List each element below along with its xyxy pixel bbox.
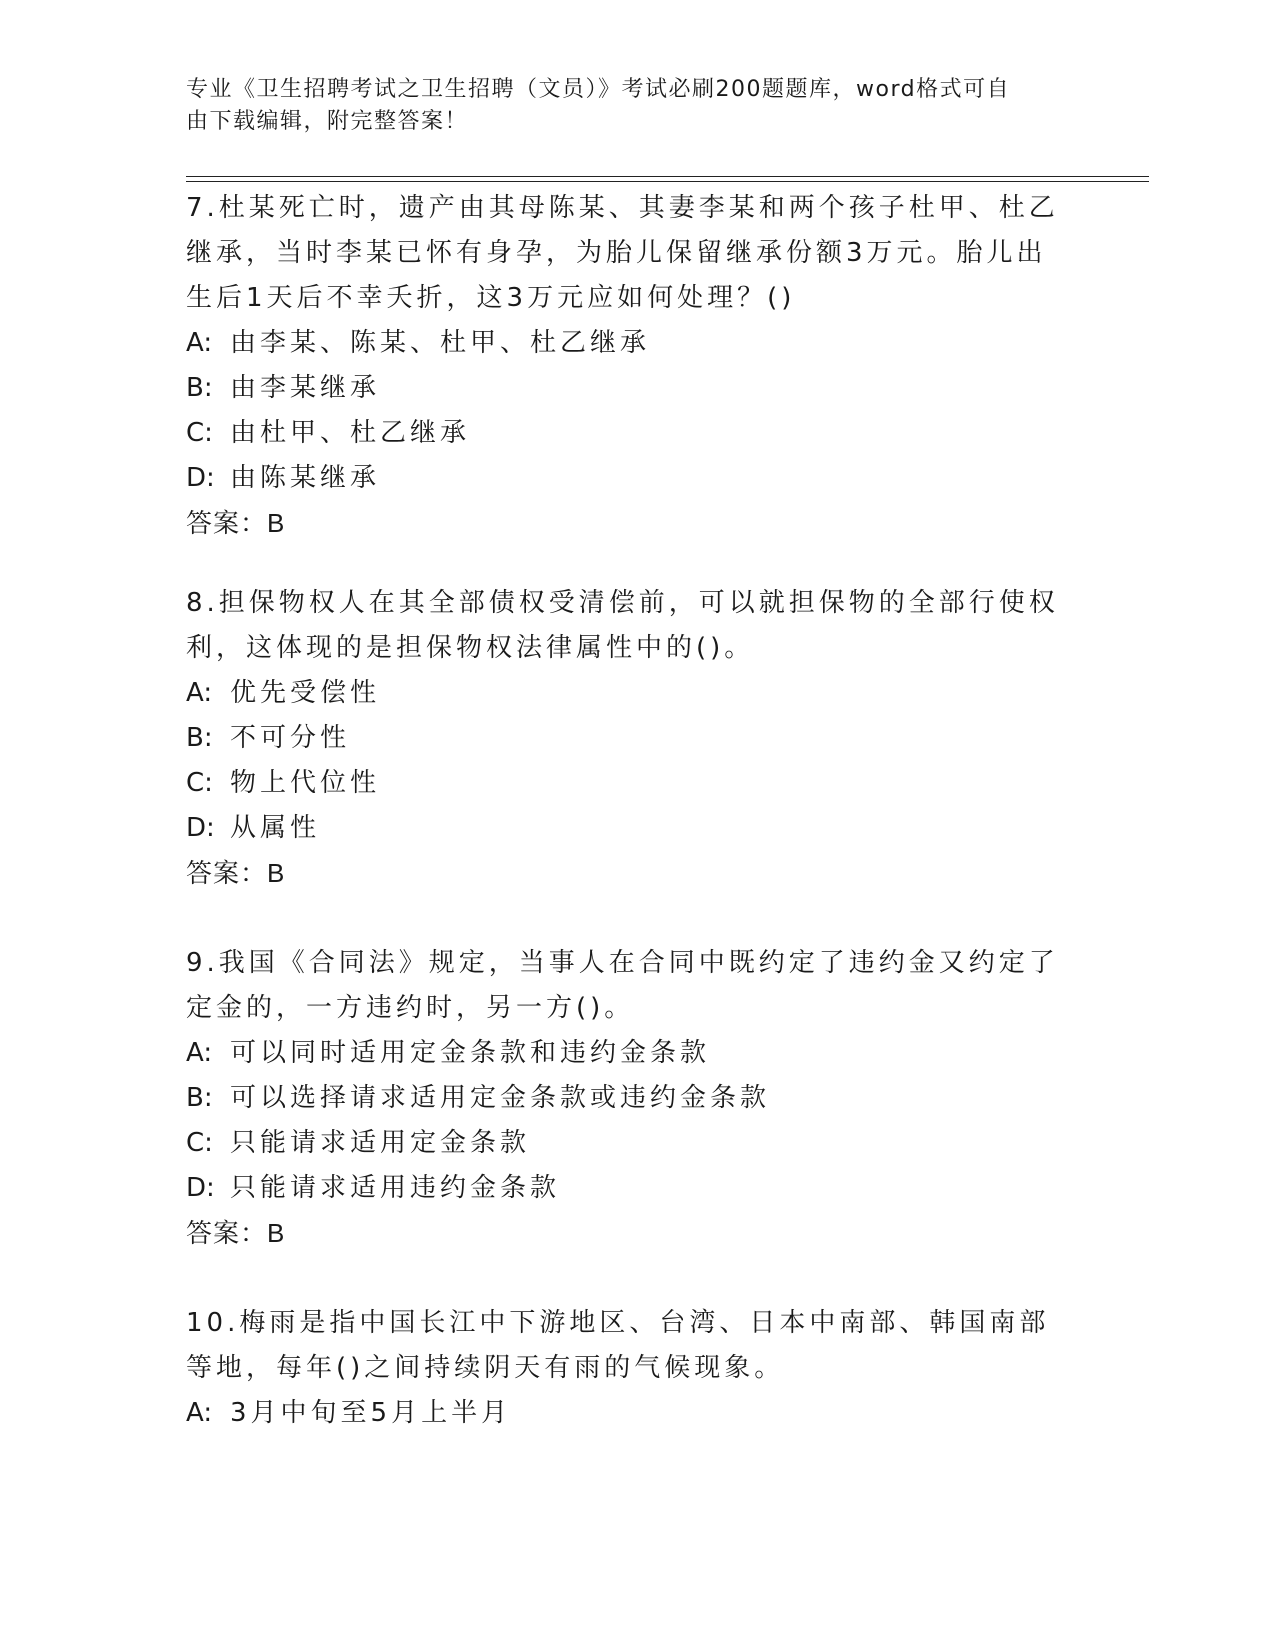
- option-text: 只能请求适用违约金条款: [230, 1173, 561, 1203]
- answer: 答案：B: [186, 1218, 286, 1248]
- option-text: 物上代位性: [230, 768, 381, 798]
- option-c: [186, 1121, 1066, 1166]
- option-d: [186, 806, 1066, 851]
- option-text: 优先受偿性: [230, 678, 381, 708]
- option-letter: A:: [186, 1398, 213, 1428]
- option-text: 从属性: [230, 813, 321, 843]
- header-divider-bottom: [186, 181, 1149, 182]
- option-b: [186, 366, 1066, 411]
- option-letter: A:: [186, 1038, 213, 1068]
- option-a: [186, 1391, 1066, 1436]
- header-line-1: 专业《卫生招聘考试之卫生招聘（文员）》考试必刷200题题库，word格式可自: [186, 77, 1011, 102]
- option-letter: A:: [186, 678, 213, 708]
- question-8: [186, 581, 1066, 896]
- option-letter: B:: [186, 1083, 213, 1113]
- document-header: [186, 74, 1086, 138]
- question-7: [186, 186, 1066, 546]
- question-stem: 8.担保物权人在其全部债权受清偿前，可以就担保物的全部行使权利，这体现的是担保物权法律属性中的()。: [186, 588, 1059, 663]
- option-letter: C:: [186, 768, 213, 798]
- question-10: [186, 1301, 1066, 1436]
- option-text: 可以同时适用定金条款和违约金条款: [230, 1038, 711, 1068]
- option-text: 不可分性: [230, 723, 351, 753]
- option-letter: D:: [186, 463, 215, 493]
- option-text: 由杜甲、杜乙继承: [230, 418, 471, 448]
- option-letter: D:: [186, 1173, 215, 1203]
- option-letter: D:: [186, 813, 215, 843]
- question-9: [186, 941, 1066, 1256]
- question-stem: 10.梅雨是指中国长江中下游地区、台湾、日本中南部、韩国南部等地，每年()之间持续阴天有雨的气候现象。: [186, 1308, 1050, 1383]
- header-divider-top: [186, 176, 1149, 177]
- option-text: 可以选择请求适用定金条款或违约金条款: [230, 1083, 771, 1113]
- option-text: 只能请求适用定金条款: [230, 1128, 531, 1158]
- option-a: [186, 671, 1066, 716]
- option-letter: B:: [186, 373, 213, 403]
- option-text: 由李某、陈某、杜甲、杜乙继承: [230, 328, 651, 358]
- option-d: [186, 456, 1066, 501]
- answer: 答案：B: [186, 508, 286, 538]
- option-c: [186, 411, 1066, 456]
- option-text: 3月中旬至5月上半月: [230, 1398, 512, 1428]
- option-text: 由陈某继承: [230, 463, 381, 493]
- question-stem: 9.我国《合同法》规定，当事人在合同中既约定了违约金又约定了定金的，一方违约时，另一方()。: [186, 948, 1059, 1023]
- answer: 答案：B: [186, 858, 286, 888]
- option-letter: C:: [186, 418, 213, 448]
- question-stem: 7.杜某死亡时，遗产由其母陈某、其妻李某和两个孩子杜甲、杜乙继承，当时李某已怀有身孕，为胎儿保留继承份额3万元。胎儿出生后1天后不幸夭折，这3万元应如何处理？(): [186, 193, 1059, 313]
- option-letter: B:: [186, 723, 213, 753]
- header-line-2: 由下载编辑，附完整答案！: [186, 109, 469, 134]
- option-letter: C:: [186, 1128, 213, 1158]
- option-d: [186, 1166, 1066, 1211]
- option-a: [186, 1031, 1066, 1076]
- option-a: [186, 321, 1066, 366]
- option-c: [186, 761, 1066, 806]
- option-b: [186, 716, 1066, 761]
- option-letter: A:: [186, 328, 213, 358]
- option-text: 由李某继承: [230, 373, 381, 403]
- option-b: [186, 1076, 1066, 1121]
